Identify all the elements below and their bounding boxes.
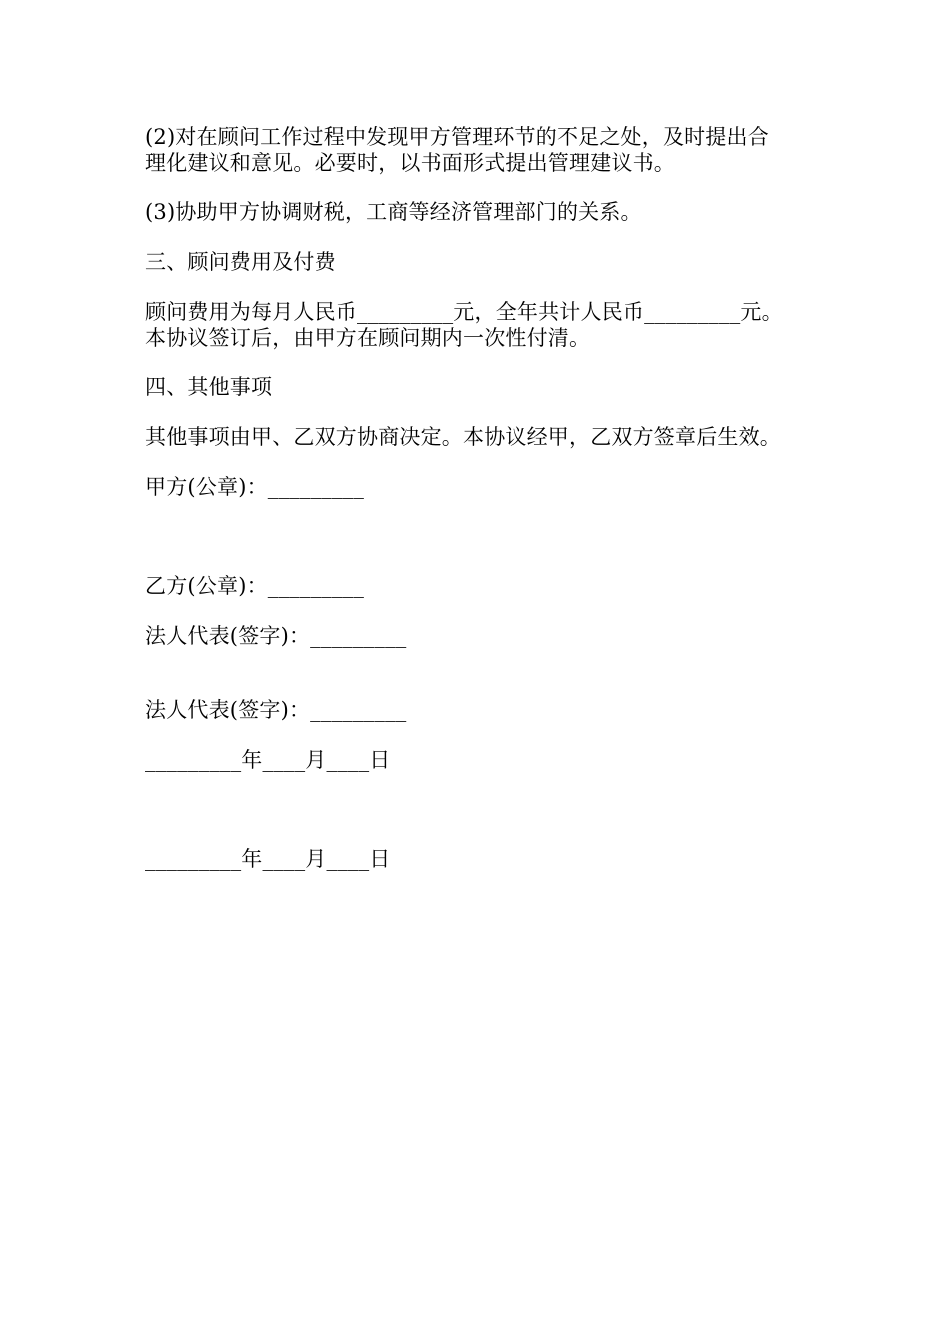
fee-line-2: 本协议签订后，由甲方在顾问期内一次性付清。 <box>145 326 591 350</box>
party-b-seal-line: 乙方(公章)：_________ <box>145 574 365 598</box>
fee-line-1: 顾问费用为每月人民币_________元，全年共计人民币_________元。 <box>145 300 783 324</box>
other-matters-text: 其他事项由甲、乙双方协商决定。本协议经甲，乙双方签章后生效。 <box>145 425 781 449</box>
item-2-line-1: (2)对在顾问工作过程中发现甲方管理环节的不足之处，及时提出合 <box>145 125 769 149</box>
legal-rep-signature-line-2: 法人代表(签字)：_________ <box>145 698 407 722</box>
party-a-seal-line: 甲方(公章)：_________ <box>145 475 365 499</box>
date-line-1: _________年____月____日 <box>145 748 391 772</box>
date-line-2: _________年____月____日 <box>145 847 391 871</box>
legal-rep-signature-line-1: 法人代表(签字)：_________ <box>145 624 407 648</box>
item-2-line-2: 理化建议和意见。必要时，以书面形式提出管理建议书。 <box>145 151 675 175</box>
item-3: (3)协助甲方协调财税，工商等经济管理部门的关系。 <box>145 200 642 224</box>
section-4-heading: 四、其他事项 <box>145 375 273 399</box>
section-3-heading: 三、顾问费用及付费 <box>145 250 336 274</box>
